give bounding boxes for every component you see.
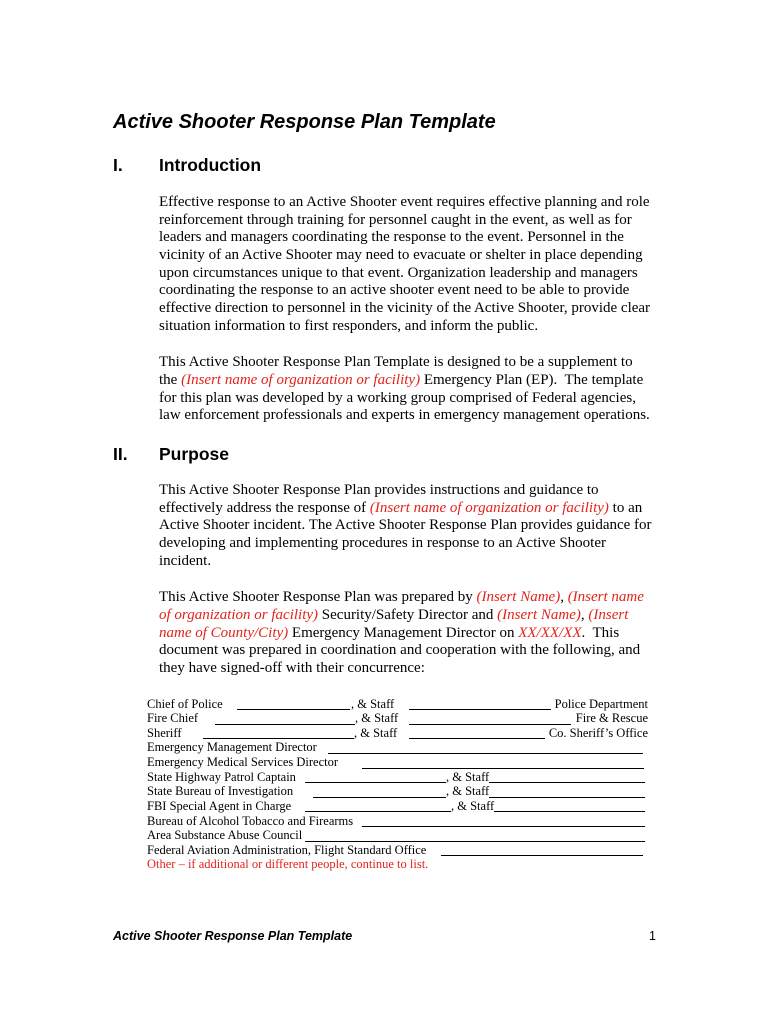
department-name: Police Department — [554, 696, 648, 711]
section-heading-introduction: Introduction — [159, 154, 262, 175]
paragraph-line — [159, 625, 652, 643]
section-body-purpose — [159, 482, 652, 678]
paragraph-line — [159, 318, 650, 336]
body-text: vicinity of an Active Shooter may need to evacuate or shelter in place depending — [159, 247, 643, 264]
name-blank — [313, 784, 446, 798]
placeholder-text: (Insert Name) — [497, 607, 581, 624]
placeholder-text: XX/XX/XX — [518, 624, 582, 641]
body-text: law enforcement professionals and experts in emergency management operations. — [159, 407, 650, 424]
footer-title: Active Shooter Response Plan Template — [113, 928, 353, 943]
body-text: Security/Safety Director and — [318, 607, 498, 624]
body-text: document was prepared in coordination and cooperation with the following, and — [159, 642, 641, 659]
signatory-title: Area Substance Abuse Council — [147, 828, 303, 843]
paragraph-line — [159, 482, 652, 500]
department-name: Co. Sheriff’s Office — [548, 725, 648, 740]
signatory-title: Sheriff — [147, 725, 182, 740]
staff-suffix: , & Staff — [446, 784, 490, 799]
placeholder-text: (Insert name of organization or facility) — [369, 499, 609, 516]
name-blank — [237, 697, 350, 711]
signatory-row — [0, 711, 770, 726]
paragraph-line — [159, 407, 650, 425]
body-text: situation information to first responders, and inform the public. — [159, 317, 539, 334]
body-text: Effective response to an Active Shooter event requires effective planning and role — [159, 194, 650, 210]
body-text: they have signed-off with their concurrence: — [159, 660, 425, 677]
signatory-title: FBI Special Agent in Charge — [147, 798, 292, 813]
body-text: the — [159, 371, 182, 388]
department-name: Fire & Rescue — [575, 711, 648, 726]
document-title: Active Shooter Response Plan Template — [113, 110, 496, 133]
section-number: II. — [113, 443, 128, 464]
placeholder-text: of organization or facility) — [159, 607, 319, 624]
signatory-title: Bureau of Alcohol Tobacco and Firearms — [147, 813, 354, 828]
signatory-row — [0, 784, 770, 799]
name-blank — [362, 755, 644, 769]
body-text: developing and implementing procedures in response to an Active Shooter — [159, 535, 606, 552]
staff-blank — [409, 697, 551, 711]
paragraph — [159, 482, 652, 570]
body-text: This Active Shooter Response Plan was prepared by — [159, 589, 477, 606]
body-text: to an — [608, 499, 643, 516]
signatory-title: Federal Aviation Administration, Flight Standard Office — [147, 842, 427, 857]
name-blank — [362, 814, 645, 828]
signatory-title: Emergency Medical Services Director — [147, 755, 339, 769]
name-blank — [441, 843, 643, 857]
signatory-row — [0, 799, 770, 814]
body-text: coordinating the response to an active shooter event need to be able to provide — [159, 282, 630, 299]
staff-suffix: , & Staff — [446, 769, 490, 784]
body-text: Emergency Plan (EP). The template — [420, 371, 644, 388]
paragraph-line — [159, 354, 650, 372]
body-text: upon circumstances unique to that event. Organization leadership and managers — [159, 264, 638, 281]
placeholder-text: (Insert name of organization or facility) — [181, 371, 421, 388]
body-text: leaders and managers coordinating the response to the event. Personnel in the — [159, 229, 624, 246]
paragraph-line — [159, 535, 652, 553]
section-heading-purpose: Purpose — [159, 443, 230, 464]
signatory-row — [0, 755, 770, 770]
staff-blank — [494, 799, 645, 813]
paragraph-line — [159, 589, 652, 607]
paragraph-line — [159, 282, 650, 300]
body-text: , — [580, 607, 589, 624]
signatory-row — [0, 814, 770, 829]
paragraph-line — [159, 372, 650, 390]
paragraph-line — [159, 642, 652, 660]
paragraph-line — [159, 212, 650, 230]
signatory-title: State Highway Patrol Captain — [147, 769, 296, 784]
signatory-row — [0, 828, 770, 843]
paragraph-line — [159, 390, 650, 408]
staff-suffix: , & Staff — [451, 798, 495, 813]
staff-suffix: , & Staff — [355, 711, 399, 726]
paragraph-line — [159, 607, 652, 625]
body-text: . This — [581, 624, 620, 641]
body-text: incident. — [159, 552, 212, 569]
paragraph-line — [159, 194, 650, 212]
staff-blank — [489, 770, 645, 784]
body-text: This Active Shooter Response Plan Template is designed to be a supplement to — [159, 354, 633, 371]
placeholder-text: (Insert Name) — [476, 589, 561, 606]
signatory-title: Fire Chief — [147, 711, 199, 726]
signatory-row — [0, 697, 770, 712]
page-number: 1 — [649, 928, 656, 943]
paragraph-line — [159, 247, 650, 265]
paragraph-line — [159, 300, 650, 318]
paragraph-line — [159, 265, 650, 283]
staff-blank — [489, 784, 645, 798]
body-text: for this plan was developed by a working group comprised of Federal agencies, — [159, 389, 636, 406]
paragraph-line — [159, 500, 652, 518]
name-blank — [305, 799, 451, 813]
paragraph — [159, 589, 652, 677]
placeholder-text: (Insert — [588, 607, 629, 624]
section-number: I. — [113, 154, 123, 175]
name-blank — [305, 770, 446, 784]
signatory-title: Emergency Management Director — [147, 740, 317, 755]
body-text: effective direction to personnel in the vicinity of the Active Shooter, provide clear — [159, 300, 651, 317]
signatory-row — [0, 843, 770, 858]
body-text: reinforcement through training for personnel caught in the event, as well as for — [159, 211, 632, 228]
signatory-list — [0, 697, 770, 873]
signatory-title: Chief of Police — [147, 696, 223, 711]
staff-suffix: , & Staff — [351, 696, 395, 711]
paragraph-line — [159, 553, 652, 571]
placeholder-text: (Insert name — [567, 589, 644, 606]
signatory-row — [0, 857, 770, 872]
paragraph — [159, 194, 650, 336]
signatory-row — [0, 726, 770, 741]
staff-suffix: , & Staff — [354, 725, 398, 740]
signatory-row — [0, 770, 770, 785]
paragraph-line — [159, 660, 652, 678]
section-body-introduction — [159, 194, 650, 425]
staff-blank — [409, 711, 571, 725]
staff-blank — [409, 726, 545, 740]
list-note: Other – if additional or different people, continue to list. — [147, 857, 429, 872]
name-blank — [328, 740, 643, 754]
name-blank — [215, 711, 355, 725]
name-blank — [203, 726, 354, 740]
body-text: , — [560, 589, 568, 606]
paragraph-line — [159, 229, 650, 247]
paragraph-line — [159, 517, 652, 535]
body-text: effectively address the response of — [159, 499, 370, 516]
placeholder-text: name of County/City) — [159, 624, 289, 641]
body-text: This Active Shooter Response Plan provides instructions and guidance to — [159, 482, 599, 499]
name-blank — [305, 828, 645, 842]
signatory-title: State Bureau of Investigation — [147, 784, 294, 799]
paragraph — [159, 354, 650, 425]
signatory-row — [0, 740, 770, 755]
body-text: Active Shooter incident. The Active Shooter Response Plan provides guidance for — [159, 517, 652, 534]
body-text: Emergency Management Director on — [288, 624, 519, 641]
